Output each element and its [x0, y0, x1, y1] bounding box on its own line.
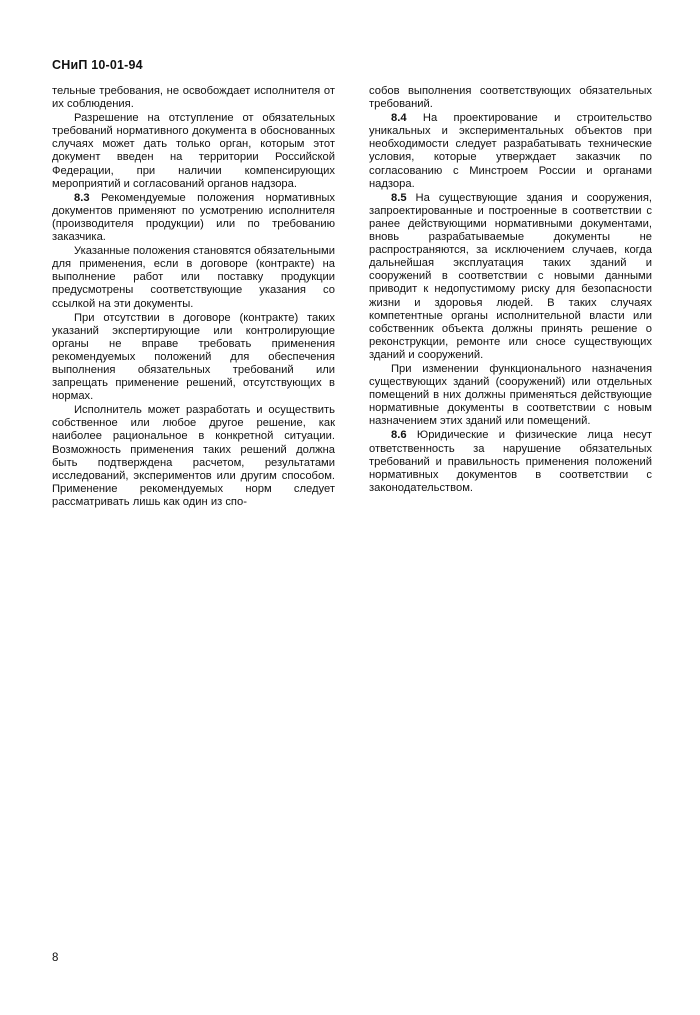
clause-number: 8.5: [391, 191, 407, 204]
paragraph: [52, 404, 335, 509]
paragraph: [52, 192, 335, 244]
paragraph: [52, 112, 335, 191]
paragraph-text: Исполнитель может разработать и осуществить собственное или любое другое решение, как наиболее рациональное в конкретной ситуации. Возможность применения таких решений должна быть подтверждена расчетом, результатами исследований, экспериментов или другим способом. Применение рекомендуемых норм следует рассматривать лишь как один из спо-: [52, 404, 335, 508]
paragraph: [369, 112, 652, 191]
paragraph-text: Юридические и физические лица несут ответственность за нарушение обязательных требований и правильность применения положений нормативных документов в соответствии с законодательством.: [369, 429, 652, 494]
paragraph: [369, 192, 652, 362]
document-header: СНиП 10-01-94: [52, 58, 143, 72]
paragraph-text: На проектирование и строительство уникальных и экспериментальных объектов при необходимости следует разрабатывать технические условия, которые утверждает заказчик по согласованию с Минстроем России и органами надзора.: [369, 112, 653, 190]
paragraph-text: Разрешение на отступление от обязательных требований нормативного документа в обоснованных случаях может дать только орган, которым этот документ введен на территории Российской Федерации, при наличии компенсирующих мероприятий и согласований органов надзора.: [52, 112, 335, 190]
paragraph-text: собов выполнения соответствующих обязательных требований.: [369, 85, 652, 111]
paragraph: [369, 85, 652, 111]
paragraph: [369, 363, 652, 428]
left-text-column: [52, 85, 335, 510]
paragraph-text: На существующие здания и сооружения, запроектированные и построенные в соответствии с ранее действующими нормативными документами, вновь разрабатываемые документы не распространяются, за исключением случаев, когда дальнейшая эксплуатация таких зданий и сооружений в соответствии с новыми данными приводит к недопустимому риску для безопасности жизни и здоровья людей. В таких случаях компетентные органы исполнительной власти или собственник объекта должны принять решение о реконструкции, ремонте или сносе существующих зданий и сооружений.: [369, 191, 652, 361]
paragraph-text: Рекомендуемые положения нормативных документов применяют по усмотрению исполнителя (производителя продукции) или по требованию заказчика.: [52, 191, 336, 244]
right-text-column: [369, 85, 652, 496]
paragraph-text: тельные требования, не освобождает исполнителя от их соблюдения.: [52, 85, 335, 111]
clause-number: 8.3: [74, 191, 90, 204]
paragraph: [52, 85, 335, 111]
paragraph-text: При отсутствии в договоре (контракте) таких указаний экспертирующие или контролирующие органы не вправе требовать применения рекомендуемых положений для обеспечения выполнения обязательных требований или запрещать применение решений, отсутствующих в нормах.: [52, 311, 335, 403]
page-number: 8: [52, 952, 59, 964]
paragraph: [52, 312, 335, 404]
paragraph: [52, 245, 335, 310]
clause-number: 8.6: [391, 429, 407, 442]
paragraph-text: При изменении функционального назначения существующих зданий (сооружений) или отдельных помещений в них должны применяться действующие нормативные документы в соответствии с новым назначением этих зданий или помещений.: [369, 362, 652, 428]
paragraph-text: Указанные положения становятся обязательными для применения, если в договоре (контракте) на выполнение работ или поставку продукции предусмотрены соответствующие указания со ссылкой на эти документы.: [52, 245, 335, 310]
clause-number: 8.4: [391, 112, 407, 125]
paragraph: [369, 429, 652, 494]
